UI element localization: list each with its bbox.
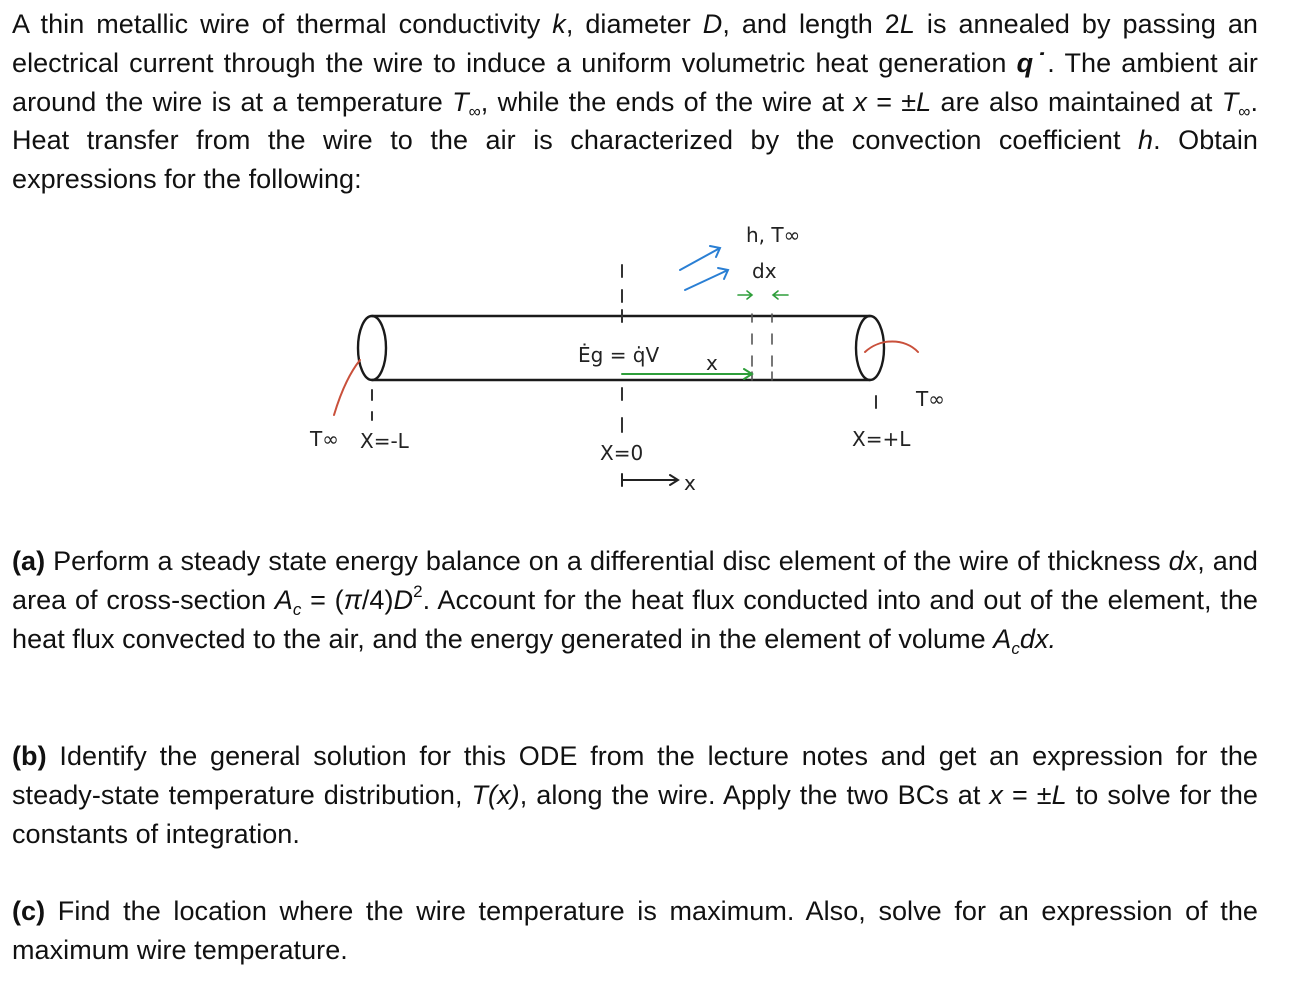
text: A thin metallic wire of thermal conductivity [12,9,553,39]
text: . The ambient air around the wire is at a temperature [12,47,1258,117]
convection-arrows [680,246,728,290]
label-dx: dx [752,259,777,283]
question-part-a [12,542,1258,658]
symbol-pi: π [343,584,362,615]
question-part-c [12,892,1258,970]
symbol-q-dot: q˙ [1016,47,1048,78]
text: is annealed by passing an electrical current through the wire to induce a uniform volumetric heat generation [12,9,1258,78]
text: . Account for the heat flux conducted into and out of the element, the heat flux convected to the air, and the energy generated in the element of volume [12,584,1258,654]
symbol-d: D [702,9,723,39]
dx-element-lines [752,314,772,380]
symbol-a: A [993,623,1012,654]
symbol-dx: dx [1168,546,1198,576]
subscript-c: c [1011,638,1020,658]
dx-arrows [738,291,788,299]
symbol-dx: dx. [1019,623,1057,654]
symbol-h: h [1138,125,1154,156]
symbol-d: D [393,584,414,615]
text: = ± [1002,779,1052,810]
x-axis-arrow [622,474,678,486]
text: , and area of cross-section [12,546,1258,615]
symbol-x: x [989,779,1003,810]
label-x-plus-l: X=+L [852,427,911,451]
text: . Heat transfer from the wire to the air is characterized by the convection coefficient [12,86,1259,156]
symbol-l: L [916,86,932,117]
subscript-inf: ∞ [468,101,481,121]
text: are also maintained at [931,86,1222,117]
label-tinf-left: T∞ [310,427,339,451]
label-x-minus-l: X=-L [360,429,409,453]
symbol-l: L [1051,779,1067,810]
symbol-t-of-x: T(x) [471,779,520,810]
subscript-inf: ∞ [1238,101,1251,121]
text: . Obtain expressions for the following: [12,125,1258,195]
label-x-zero: X=0 [600,441,644,465]
x-position-arrow [622,369,752,379]
wire-left-end [358,316,386,380]
label-x-axis: x [684,471,696,495]
symbol-l: L [899,9,915,39]
text: /4) [361,584,394,615]
subscript-c: c [292,599,302,619]
text: = ( [301,584,344,615]
label-h-tinf: h, T∞ [746,223,801,247]
text: Perform a steady state energy balance on a differential disc element of the wire of thickness [45,546,1169,576]
label-tinf-right: T∞ [916,387,945,411]
symbol-k: k [552,9,566,39]
end-ticks [372,390,876,420]
text: = ± [866,86,917,117]
question-part-b [12,737,1258,853]
text: , along the wire. Apply the two BCs at [519,779,990,810]
symbol-a: A [274,584,293,615]
problem-statement [12,5,1258,199]
label-energy-generation: Ėg = q̇V [578,343,660,367]
text: Identify the general solution for this ODE from the lecture notes and get an expression for the steady-state temperature distribution, [12,741,1258,810]
symbol-t-inf: T [1221,86,1239,117]
label-x-arrow: x [706,351,718,375]
part-label: (c) [12,896,46,926]
text: , while the ends of the wire at [480,86,854,117]
part-label: (a) [12,546,46,576]
wire-sketch-figure [300,210,980,510]
text: Find the location where the wire temperature is maximum. Also, solve for an expression of the maximum wire temperature. [12,896,1258,965]
superscript-2: 2 [413,581,423,601]
text: , and length 2 [722,9,900,39]
text: to solve for the constants of integration. [12,779,1258,849]
part-label: (b) [12,741,47,771]
symbol-t-inf: T [452,86,469,117]
text: , diameter [565,9,703,39]
symbol-x: x [853,86,867,117]
